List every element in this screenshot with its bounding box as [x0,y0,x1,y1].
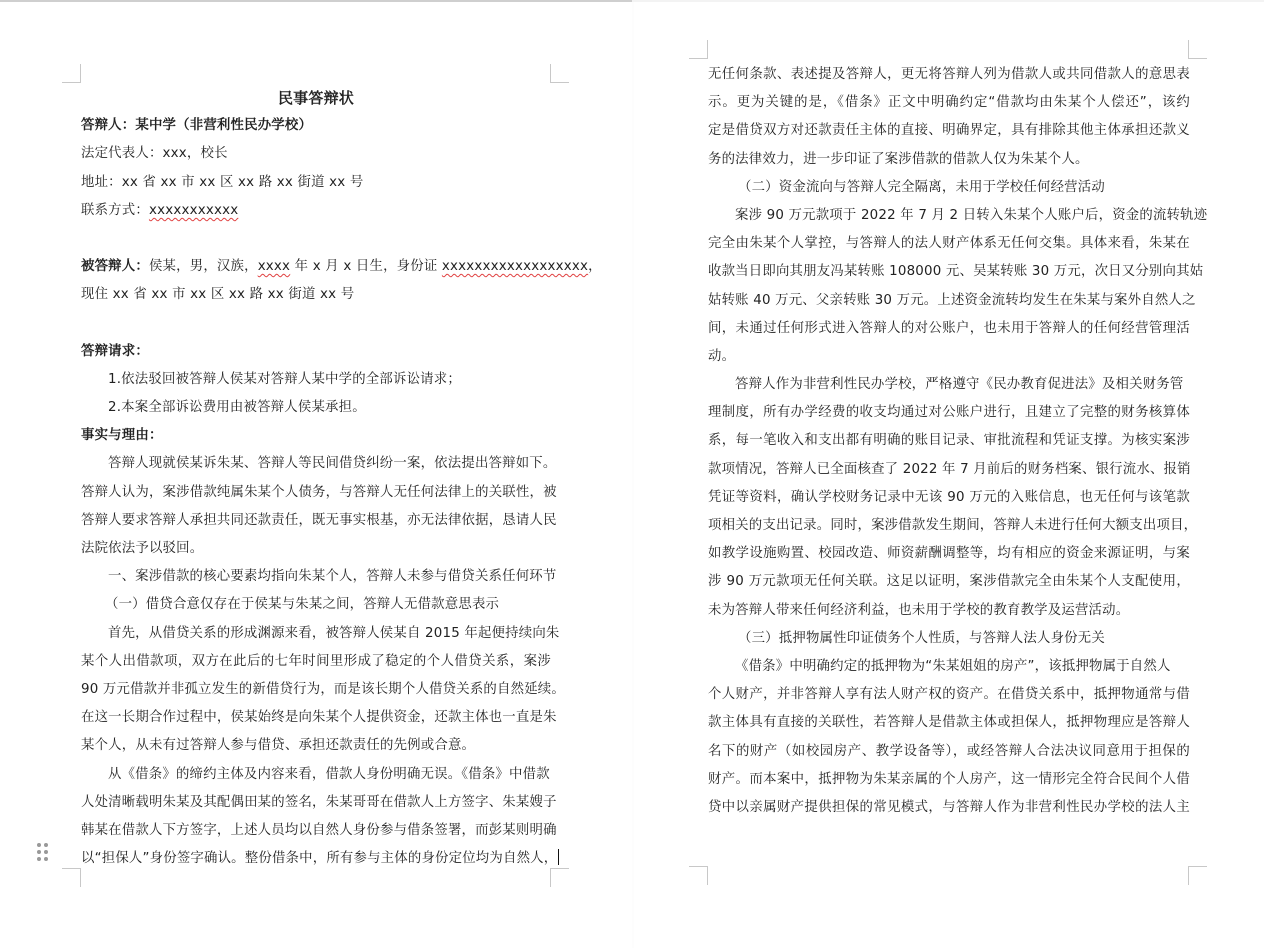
subsection-heading-3: （三）抵押物属性印证债务个人性质，与答辩人法人身份无关 [738,630,1105,646]
page-1-text[interactable] [81,84,602,873]
paragraph-line: 间，未通过任何形式进入答辩人的对公账户，也未用于答辩人的任何经营管理活 [708,320,1190,336]
paragraph-line: 某个人，从未有过答辩人参与借贷、承担还款责任的先例或合意。 [81,738,476,754]
margin-corner-mark [62,868,81,887]
facts-heading: 事实与理由： [81,428,163,444]
respondent2-text: ， [588,259,602,275]
blank-line [81,225,551,253]
paragraph-line: 姑转账 40 万元、父亲转账 30 万元。上述资金流转均发生在朱某与案外自然人之 [708,292,1196,308]
paragraph-line: 收款当日即向其朋友冯某转账 108000 元、吴某转账 30 万元，次日又分别向其姑 [708,264,1204,280]
paragraph-line: 在这一长期合作过程中，侯某始终是向朱某个人提供资金，还款主体也一直是朱 [81,710,557,726]
paragraph-line: 个人财产，并非答辩人享有法人财产权的资产。在借贷关系中，抵押物通常与借 [708,687,1190,703]
paragraph-line: 答辩人认为，案涉借款纯属朱某个人债务，与答辩人无任何法律上的关联性，被 [81,484,557,500]
paragraph-line: 未为答辩人带来任何经济利益，也未用于学校的教育教学及运营活动。 [708,602,1130,618]
paragraph-line: 如教学设施购置、校园改造、师资薪酬调整等，均有相应的资金来源证明，与案 [708,546,1190,562]
paragraph-line: 务的法律效力，进一步印证了案涉借款的借款人仅为朱某个人。 [708,151,1089,167]
page-2-text[interactable] [708,61,1208,822]
paragraph-line: 从《借条》的缔约主体及内容来看，借款人身份明确无误。《借条》中借款 [108,766,550,782]
requests-heading: 答辩请求： [81,343,149,359]
paragraph-line: 人处清晰载明朱某及其配偶田某的签名，朱某哥哥在借款人上方签字、朱某嫂子 [81,794,557,810]
paragraph-line: 名下的财产（如校园房产、教学设备等），或经答辩人合法决议同意用于担保的 [708,743,1190,759]
text-cursor [558,849,559,865]
paragraph-line: 定是借贷双方对还款责任主体的直接、明确界定，具有排除其他主体承担还款义 [708,123,1190,139]
paragraph-line: 系，每一笔收入和支出都有明确的账目记录、审批流程和凭证支撑。为核实案涉 [708,433,1190,449]
paragraph-line: 《借条》中明确约定的抵押物为“朱某姐姐的房产”，该抵押物属于自然人 [735,658,1171,674]
paragraph-line: 示。更为关键的是，《借条》正文中明确约定“借款均由朱某个人偿还”，该约 [708,95,1190,111]
contact-value-spellcheck[interactable]: xxxxxxxxxxx [148,202,239,218]
contact-label: 联系方式： [81,202,149,218]
respondent-line [81,112,551,140]
paragraph-line: 答辩人作为非营利性民办学校，严格遵守《民办教育促进法》及相关财务管 [735,377,1184,393]
respondent2-text: 年 x 月 x 日生，身份证 [290,259,442,275]
margin-corner-mark [1188,866,1207,885]
document-title: 民事答辩状 [277,89,354,107]
paragraph-line-with-cursor[interactable] [81,845,558,873]
contact-line [81,197,551,225]
blank-line [81,310,551,338]
document-page-2[interactable] [634,2,1264,948]
request-item: 2.本案全部诉讼费用由被答辩人侯某承担。 [108,400,366,416]
subsection-heading-2: （二）资金流向与答辩人完全隔离，未用于学校任何经营活动 [738,179,1105,195]
margin-corner-mark [1188,40,1207,59]
paragraph-line: 韩某在借款人下方签字，上述人员均以自然人身份参与借条签署，而彭某则明确 [81,822,557,838]
paragraph-line: 财产。而本案中，抵押物为朱某亲属的个人房产，这一情形完全符合民间个人借 [708,771,1190,787]
request-item: 1.依法驳回被答辩人侯某对答辩人某中学的全部诉讼请求； [108,371,461,387]
respondent-label: 答辩人： [81,118,136,134]
paragraph-line: 项相关的支出记录。同时，案涉借款发生期间，答辩人未进行任何大额支出项目， [708,518,1198,533]
paragraph-line: 款主体具有直接的关联性，若答辩人是借款主体或担保人，抵押物理应是答辩人 [708,715,1190,731]
paragraph-line: 理制度，所有办学经费的收支均通过对公账户进行，且建立了完整的财务核算体 [708,405,1190,421]
margin-corner-mark [550,868,569,887]
margin-corner-mark [689,866,708,885]
paragraph-line: 法院依法予以驳回。 [81,541,204,556]
legal-representative-line: 法定代表人：xxx，校长 [81,146,228,162]
margin-corner-mark [689,40,708,59]
paragraph-line: 答辩人现就侯某诉朱某、答辩人等民间借贷纠纷一案，依法提出答辩如下。 [108,456,557,472]
paragraph-line: 完全由朱某个人掌控，与答辩人的法人财产体系无任何交集。具体来看，朱某在 [708,236,1190,252]
drag-handle-icon[interactable] [37,843,51,863]
respondent2-residence-line: 现住 xx 省 xx 市 xx 区 xx 路 xx 街道 xx 号 [81,287,355,303]
paragraph-line: 动。 [708,348,736,364]
subsection-heading-1: （一）借贷合意仅存在于侯某与朱某之间，答辩人无借款意思表示 [105,597,500,613]
paragraph-line: 无任何条款、表述提及答辩人，更无将答辩人列为借款人或共同借款人的意思表 [708,67,1190,82]
document-page-1[interactable] [0,2,632,948]
paragraph-line: 凭证等资料，确认学校财务记录中无该 90 万元的入账信息，也无任何与该笔款 [708,489,1190,505]
paragraph-line: 答辩人要求答辩人承担共同还款责任，既无事实根基，亦无法律依据，恳请人民 [81,512,557,528]
respondent-value: 某中学（非营利性民办学校） [135,118,313,134]
margin-corner-mark [550,64,569,83]
paragraph-line: 90 万元借款并非孤立发生的新借贷行为，而是该长期个人借贷关系的自然延续。 [81,681,565,697]
address-line: 地址：xx 省 xx 市 xx 区 xx 路 xx 街道 xx 号 [81,174,364,190]
respondent2-id-spellcheck[interactable]: xxxxxxxxxxxxxxxxxx [441,259,589,275]
paragraph-line: 款项情况，答辩人已全面核查了 2022 年 7 月前后的财务档案、银行流水、报销 [708,461,1191,477]
respondent2-line [81,253,602,281]
margin-corner-mark [62,64,81,83]
respondent2-text: 侯某，男，汉族， [148,259,258,275]
paragraph-line: 涉 90 万元款项无任何关联。这足以证明，案涉借款完全由朱某个人支配使用， [708,574,1190,590]
respondent2-year-spellcheck[interactable]: xxxx [257,259,291,275]
respondent2-label: 被答辩人： [81,259,149,275]
paragraph-line-text: 以“担保人”身份签字确认。整份借条中，所有参与主体的身份定位均为自然人， [81,851,558,867]
paragraph-line: 贷中以亲属财产提供担保的常见模式，与答辩人作为非营利性民办学校的法人主 [708,799,1190,815]
paragraph-line: 首先，从借贷关系的形成渊源来看，被答辩人侯某自 2015 年起便持续向朱 [108,625,560,641]
section-heading-1: 一、案涉借款的核心要素均指向朱某个人，答辩人未参与借贷关系任何环节 [108,569,557,585]
paragraph-line: 案涉 90 万元款项于 2022 年 7 月 2 日转入朱某个人账户后，资金的流转轨迹 [735,207,1208,223]
paragraph-line: 某个人出借款项，双方在此后的七年时间里形成了稳定的个人借贷关系，案涉 [81,653,551,669]
